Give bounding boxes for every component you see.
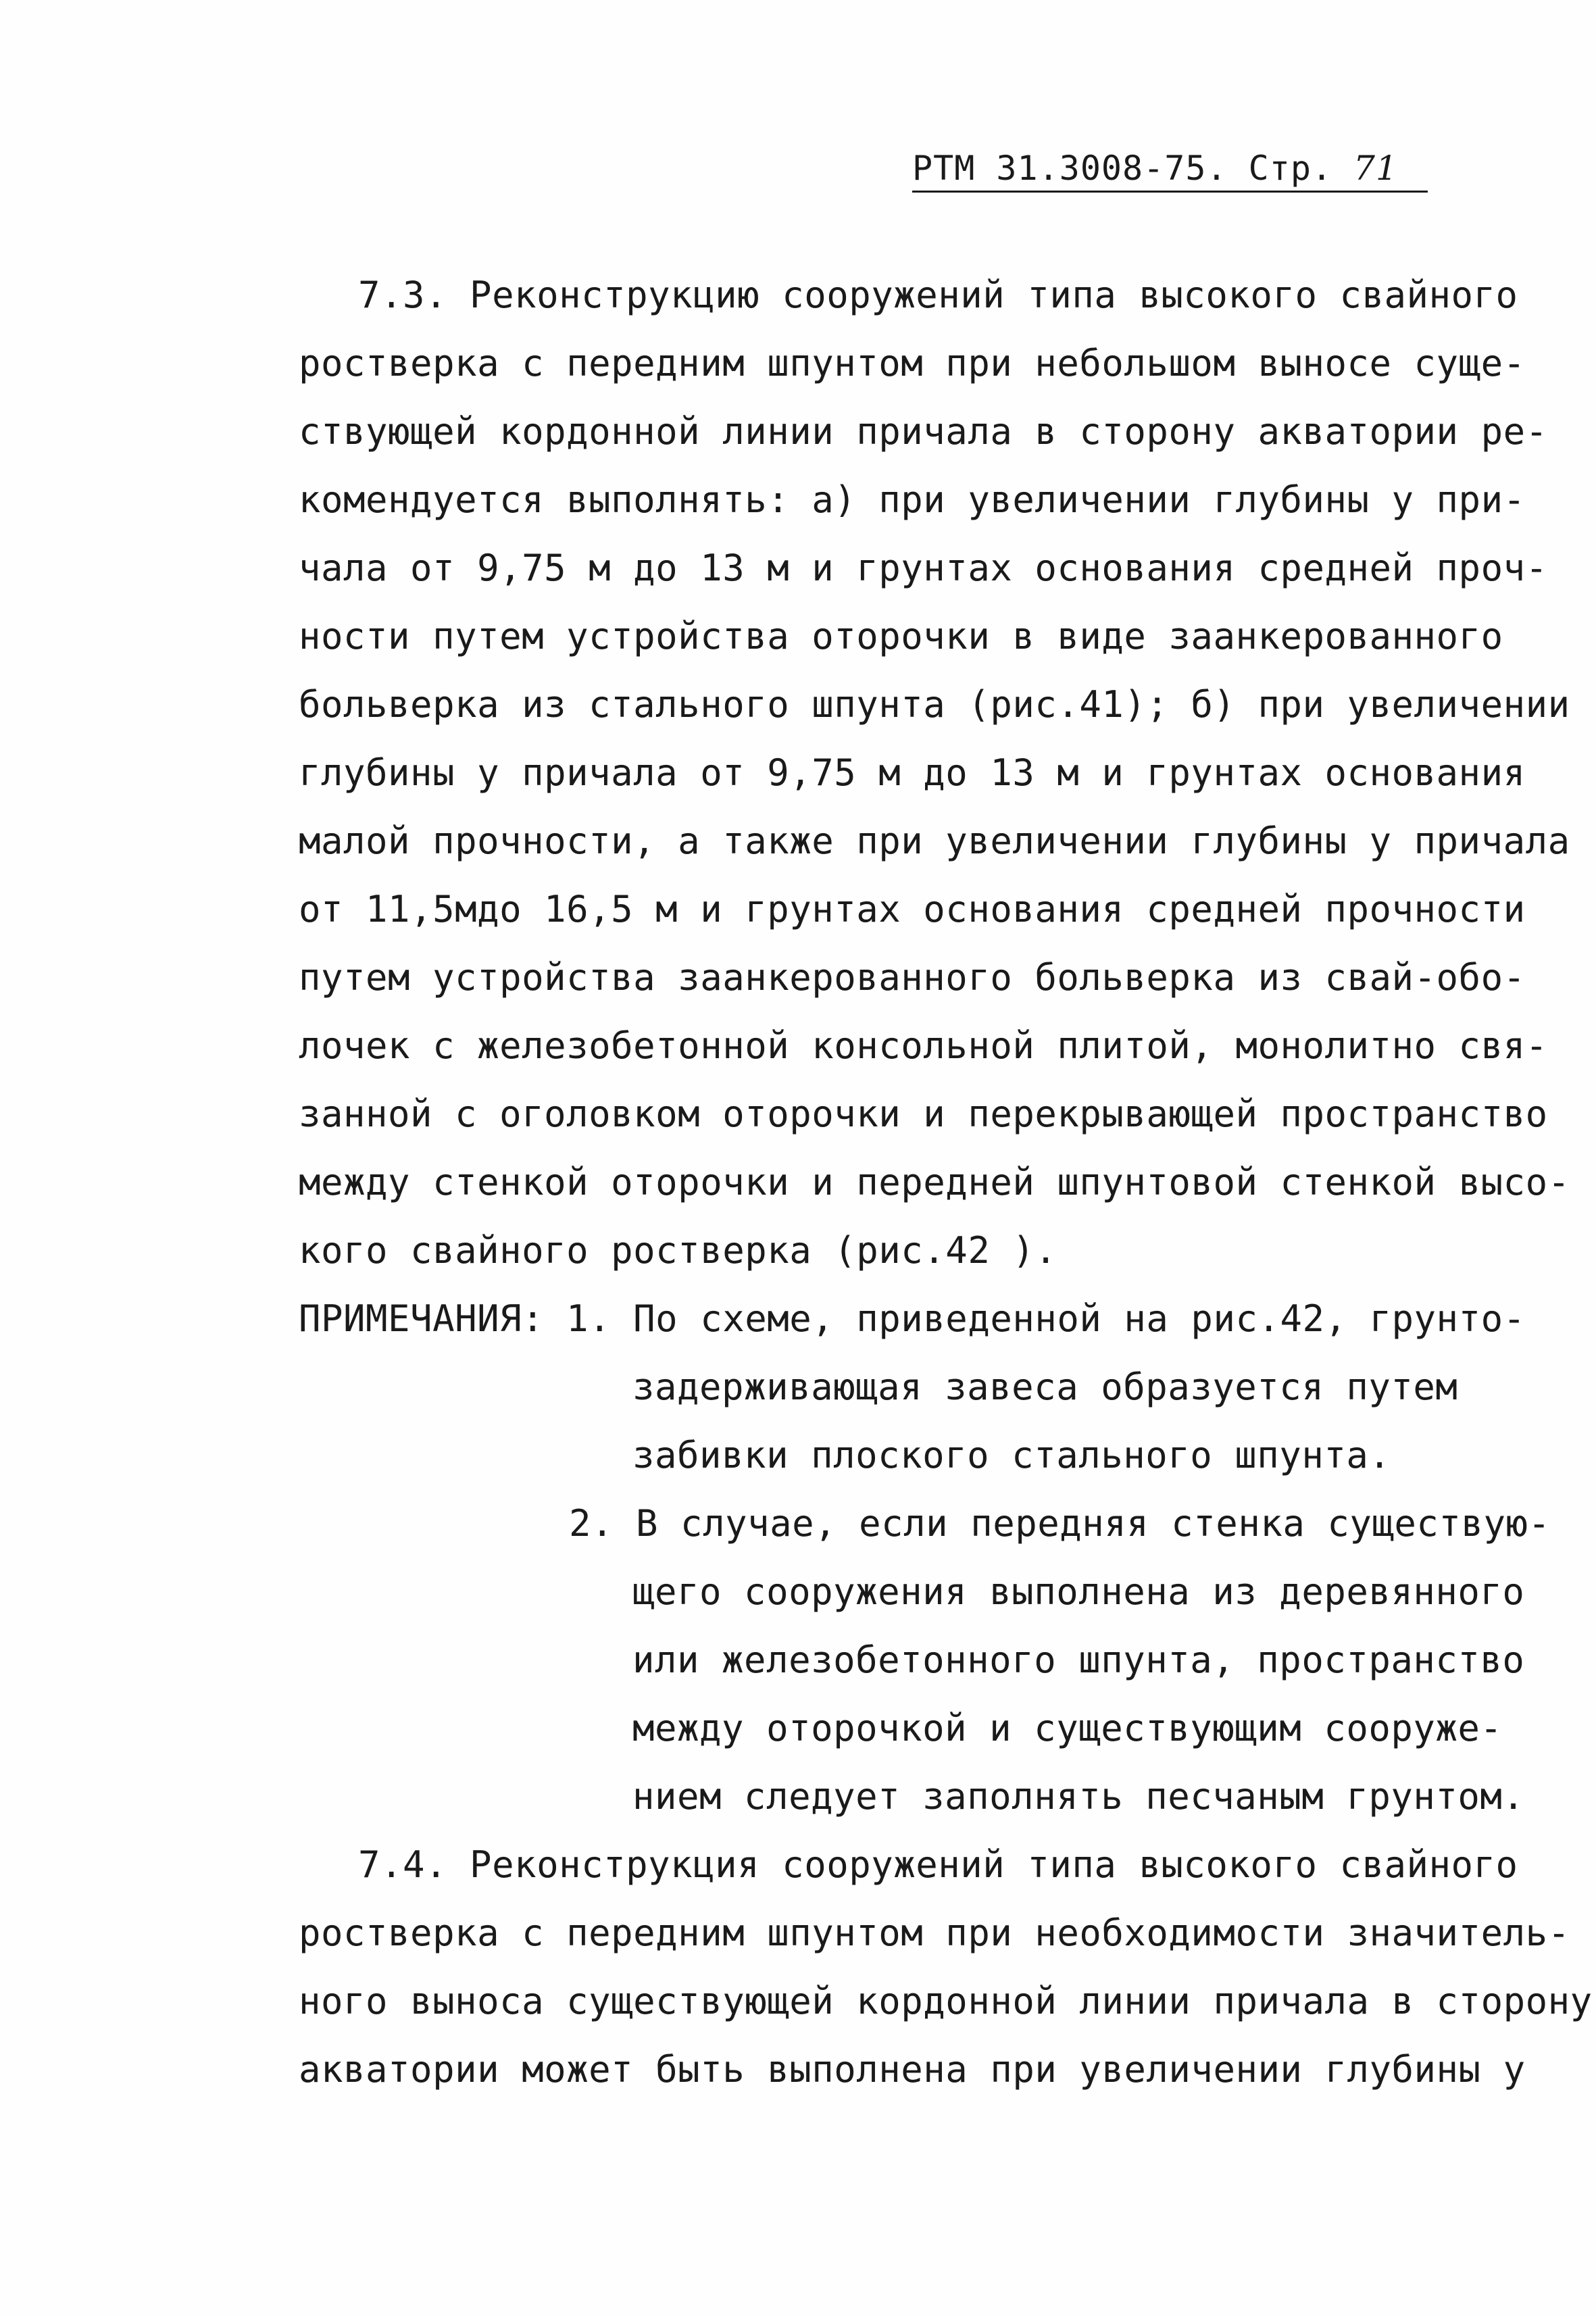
note-line: нием следует заполнять песчаным грунтом. xyxy=(632,1775,1525,1818)
text-line: чала от 9,75 м до 13 м и грунтах основания средней проч- xyxy=(299,547,1548,589)
page-number: 71 xyxy=(1353,149,1398,188)
note-line: щего сооружения выполнена из деревянного xyxy=(632,1570,1525,1613)
text-line: путем устройства заанкерованного больверка из свай-обо- xyxy=(299,956,1526,999)
text-line: ности путем устройства оторочки в виде заанкерованного xyxy=(299,615,1503,657)
text-line: 7.4. Реконструкция сооружений типа высокого свайного xyxy=(358,1843,1518,1886)
text-line: 7.3. Реконструкцию сооружений типа высокого свайного xyxy=(358,274,1518,316)
note-line: между оторочкой и существующим сооруже- xyxy=(632,1707,1503,1749)
text-line: малой прочности, а также при увеличении глубины у причала xyxy=(299,820,1570,862)
note-line: или железобетонного шпунта, пространство xyxy=(632,1639,1525,1681)
text-line: ростверка с передним шпунтом при небольшом выносе суще- xyxy=(299,342,1526,384)
text-line: акватории может быть выполнена при увеличении глубины у xyxy=(299,2048,1526,2091)
text-line: ного выноса существующей кордонной линии причала в сторону xyxy=(299,1980,1593,2022)
text-line: лочек с железобетонной консольной плитой, монолитно свя- xyxy=(299,1024,1548,1067)
page-header xyxy=(912,149,1428,193)
text-line: больверка из стального шпунта (рис.41); б) при увеличении xyxy=(299,683,1570,726)
text-line: ствующей кордонной линии причала в сторону акватории ре- xyxy=(299,410,1548,453)
note-line: забивки плоского стального шпунта. xyxy=(632,1434,1391,1476)
text-line: от 11,5мдо 16,5 м и грунтах основания средней прочности xyxy=(299,888,1526,930)
notes-heading: ПРИМЕЧАНИЯ: 1. По схеме, приведенной на рис.42, грунто- xyxy=(299,1297,1526,1340)
text-line: комендуется выполнять: а) при увеличении глубины у при- xyxy=(299,478,1526,521)
note-line: задерживающая завеса образуется путем xyxy=(632,1366,1458,1408)
text-line: глубины у причала от 9,75 м до 13 м и грунтах основания xyxy=(299,751,1526,794)
text-line: между стенкой оторочки и передней шпунтовой стенкой высо- xyxy=(299,1161,1570,1203)
note-line: 2. В случае, если передняя стенка существую- xyxy=(569,1502,1551,1545)
text-line: занной с оголовком оторочки и перекрывающей пространство xyxy=(299,1093,1548,1135)
document-code: РТМ 31.3008-75. Стр. xyxy=(912,149,1333,188)
text-line: кого свайного ростверка (рис.42 ). xyxy=(299,1229,1057,1272)
text-line: ростверка с передним шпунтом при необходимости значитель- xyxy=(299,1912,1570,1954)
